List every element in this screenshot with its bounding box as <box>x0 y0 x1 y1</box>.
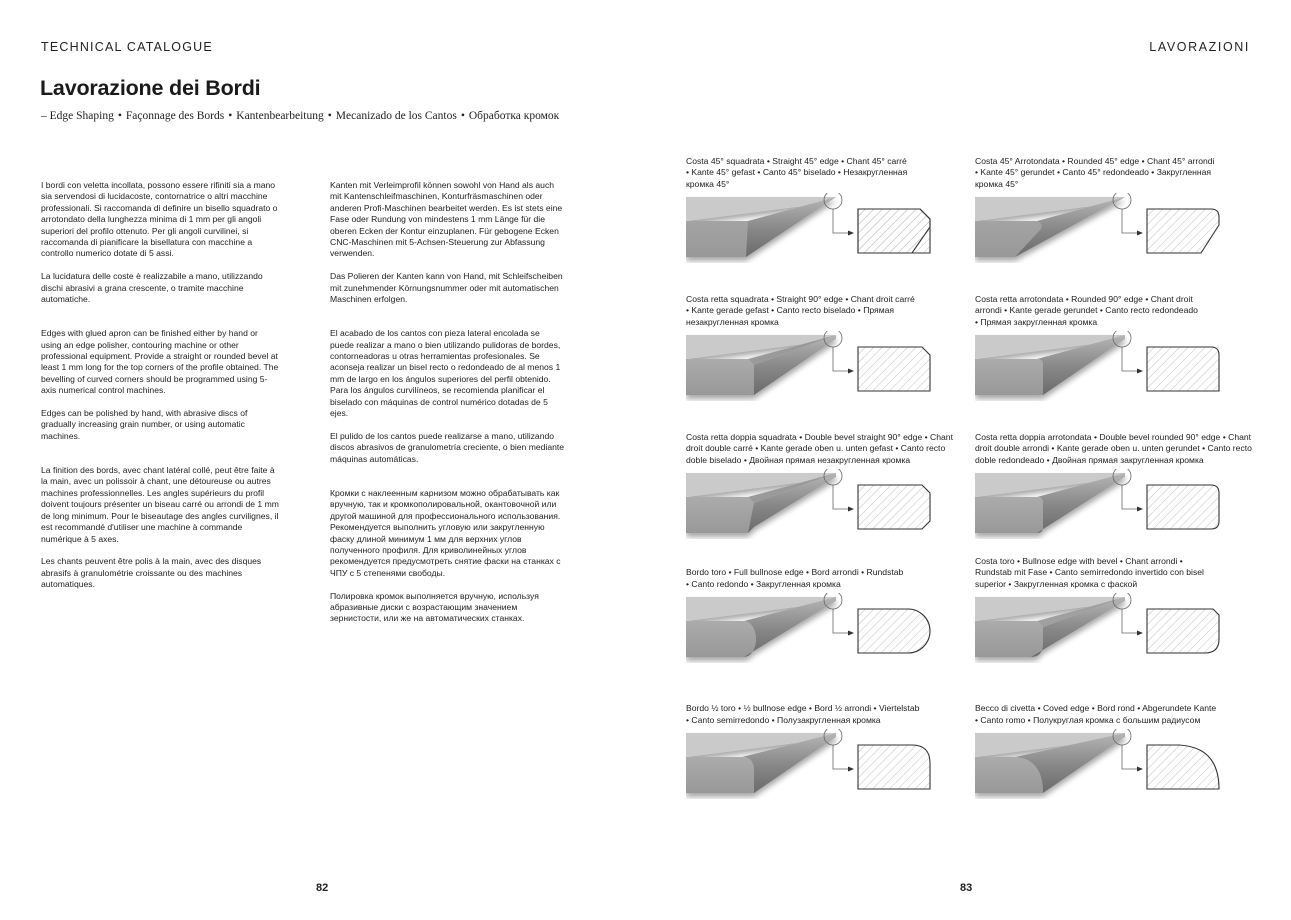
running-title-left: TECHNICAL CATALOGUE <box>41 40 213 54</box>
edge-profile-straight-45 <box>686 154 971 284</box>
edge-profile-straight-90 <box>686 292 971 422</box>
text-column-left <box>41 180 279 602</box>
edge-profile-double-straight-90 <box>686 430 971 560</box>
profile-caption: Costa 45° squadrata • Straight 45° edge • Chant 45° carré • Kante 45° gefast • Canto 45° biselado • Незакругленная кромка 45° <box>686 155 908 189</box>
text-column-right <box>330 180 566 636</box>
straight-90-edge-illustration <box>686 331 946 401</box>
full-bullnose-edge-illustration <box>686 593 946 663</box>
page-title: Lavorazione dei Bordi <box>40 76 261 100</box>
page-number-right: 83 <box>960 882 973 894</box>
paragraph-de-1: Kanten mit Verleimprofil können sowohl von Hand als auch mit Kantenschleifmaschinen, Konturfräsmaschinen oder anderen Profi-Maschinen bearbeitet werden. Es ist stets eine Fase oder Rundung von mindestens 1 mm Länge für die oberen Ecken der Kontur einzuplanen. Für gebogene Ecken CNC-Maschinen mit 5-Achsen-Steuerung zur Abfassung verwenden. <box>330 180 563 259</box>
coved-edge-illustration <box>975 729 1235 799</box>
subtitle-item: Edge Shaping <box>49 110 114 122</box>
profile-caption: Bordo toro • Full bullnose edge • Bord arrondi • Rundstab • Canto redondo • Закругленная кромка <box>686 567 904 589</box>
paragraph-de-2: Das Polieren der Kanten kann von Hand, mit Schleifscheiben mit zunehmender Körnungsnummer oder mit automatischen Maschinen erfolgen. <box>330 271 563 305</box>
paragraph-en-1: Edges with glued apron can be finished either by hand or using an edge polisher, contouring machine or other professional equipment. Provide a straight or rounded bevel at least 1 mm long for the top corners of the profile obtained. The bevelling of curved corners should be programmed using 5-axis numerical control machines. <box>41 328 279 396</box>
edge-profile-double-rounded-90 <box>975 430 1260 560</box>
paragraph-it-1: I bordi con veletta incollata, possono essere rifiniti sia a mano sia servendosi di lucidacoste, contornatrice o altri macchine professionali. Si raccomanda di definire un bisello squadrato o arrotondato della lunghezza minima di 1 mm per gli angoli superiori del profilo ottenuto. Per gli angoli curvilinei, si raccomanda di pianificare la bisellatura con macchine a controllo numerico dotate di 5 assi. <box>41 180 278 259</box>
profile-caption: Costa retta squadrata • Straight 90° edge • Chant droit carré • Kante gerade gefast • Canto recto biselado • Прямая незакругленная кромка <box>686 293 915 327</box>
profile-caption: Costa 45° Arrotondata • Rounded 45° edge • Chant 45° arrondi • Kante 45° gerundet • Canto 45° redondeado • Закругленная кромка 45° <box>975 155 1215 189</box>
paragraph-fr-1: La finition des bords, avec chant latéral collé, peut être faite à la main, avec un polissoir à chant, une détoureuse ou autres machines professionnelles. Les angles supérieurs du profil doivent toujours présenter un biseau carré ou arrondi de 1 mm de long minimum. Pour le biseautage des angles curvilignes, il est recommandé d'utiliser une machine à commande numérique à 5 axes. <box>41 465 279 544</box>
double-straight-90-edge-illustration <box>686 469 946 539</box>
profile-caption: Costa retta doppia squadrata • Double bevel straight 90° edge • Chant droit double carré • Kante gerade oben u. unten gefast • Canto recto doble biselado • Двойная прямая незакругленная кромка <box>686 431 953 465</box>
paragraph-en-2: Edges can be polished by hand, with abrasive discs of gradually increasing grain number, or using automatic machines. <box>41 408 248 441</box>
subtitle-prefix: – <box>41 110 47 122</box>
straight-45-edge-illustration <box>686 193 946 263</box>
page-number-left: 82 <box>316 882 329 894</box>
profile-caption: Bordo ½ toro • ½ bullnose edge • Bord ½ arrondi • Viertelstab • Canto semirredondo • Полузакругленная кромка <box>686 703 920 725</box>
running-title-right: LAVORAZIONI <box>1149 40 1250 54</box>
edge-profile-coved <box>975 690 1260 820</box>
subtitle-item: Kantenbearbeitung <box>236 110 324 122</box>
paragraph-es-1: El acabado de los cantos con pieza lateral encolada se puede realizar a mano o bien utilizando pulidoras de bordes, contorneadoras u otras herramientas profesionales. Se aconseja realizar un bisel recto o redondeado de al menos 1 mm de largo en los ángulos superiores del perfil obtenido. Para los ángulos curvilíneos, se recomienda planificar el biselado con máquinas de control numérico dotadas de 5 ejes. <box>330 328 561 419</box>
paragraph-it-2: La lucidatura delle coste è realizzabile a mano, utilizzando dischi abrasivi a grana crescente, o tramite macchine automatiche. <box>41 271 263 305</box>
rounded-90-edge-illustration <box>975 331 1235 401</box>
edge-profile-full-bullnose <box>686 554 971 684</box>
bullnose-bevel-edge-illustration <box>975 593 1235 663</box>
paragraph-fr-2: Les chants peuvent être polis à la main, avec des disques abrasifs à granulométrie croissante ou des machines automatiques. <box>41 556 262 590</box>
rounded-45-edge-illustration <box>975 193 1235 263</box>
half-bullnose-edge-illustration <box>686 729 946 799</box>
profile-caption: Becco di civetta • Coved edge • Bord rond • Abgerundete Kante • Canto romo • Полукруглая кромка с большим радиусом <box>975 703 1217 725</box>
subtitle-item: Façonnage des Bords <box>125 110 225 122</box>
edge-profile-rounded-45 <box>975 154 1260 284</box>
subtitle-translations: – Edge Shaping • Façonnage des Bords • Kantenbearbeitung • Mecanizado de los Cantos • Обработка кромок <box>41 110 560 122</box>
profile-caption: Costa retta arrotondata • Rounded 90° edge • Chant droit arrondi • Kante gerade gerundet • Canto recto redondeado • Прямая закругленная кромка <box>975 293 1198 327</box>
profile-caption: Costa retta doppia arrotondata • Double bevel rounded 90° edge • Chant droit double arrondi • Kante gerade oben u. unten gerundet • Canto recto doble redondeado • Двойная прямая закругленная кромка <box>975 431 1252 465</box>
edge-profile-half-bullnose <box>686 690 971 820</box>
profile-caption: Costa toro • Bullnose edge with bevel • Chant arrondi • Rundstab mit Fase • Canto semirredondo invertido con bisel superior • Закругленная кромка с фаской <box>975 555 1204 589</box>
subtitle-item: Обработка кромок <box>468 110 560 122</box>
double-rounded-90-edge-illustration <box>975 469 1235 539</box>
edge-profile-bullnose-bevel <box>975 554 1260 684</box>
edge-profile-rounded-90 <box>975 292 1260 422</box>
paragraph-ru-1: Кромки с наклеенным карнизом можно обрабатывать как вручную, так и кромкополировальной, окантовочной или другой машиной для профессионального использования. Рекомендуется выполнить угловую или закругленную фаску длиной минимум 1 мм для верхних углов полученного профиля. Для криволинейных углов рекомендуется предусмотреть снятие фаски на станках с ЧПУ с 5 степенями свободы. <box>330 487 561 578</box>
paragraph-es-2: El pulido de los cantos puede realizarse a mano, utilizando discos abrasivos de granulometría creciente, o bien mediante máquinas automáticas. <box>330 430 565 464</box>
paragraph-ru-2: Полировка кромок выполняется вручную, используя абразивные диски с возрастающим значением зернистости, или же на автоматических станках. <box>330 590 539 624</box>
subtitle-item: Mecanizado de los Cantos <box>335 110 457 122</box>
